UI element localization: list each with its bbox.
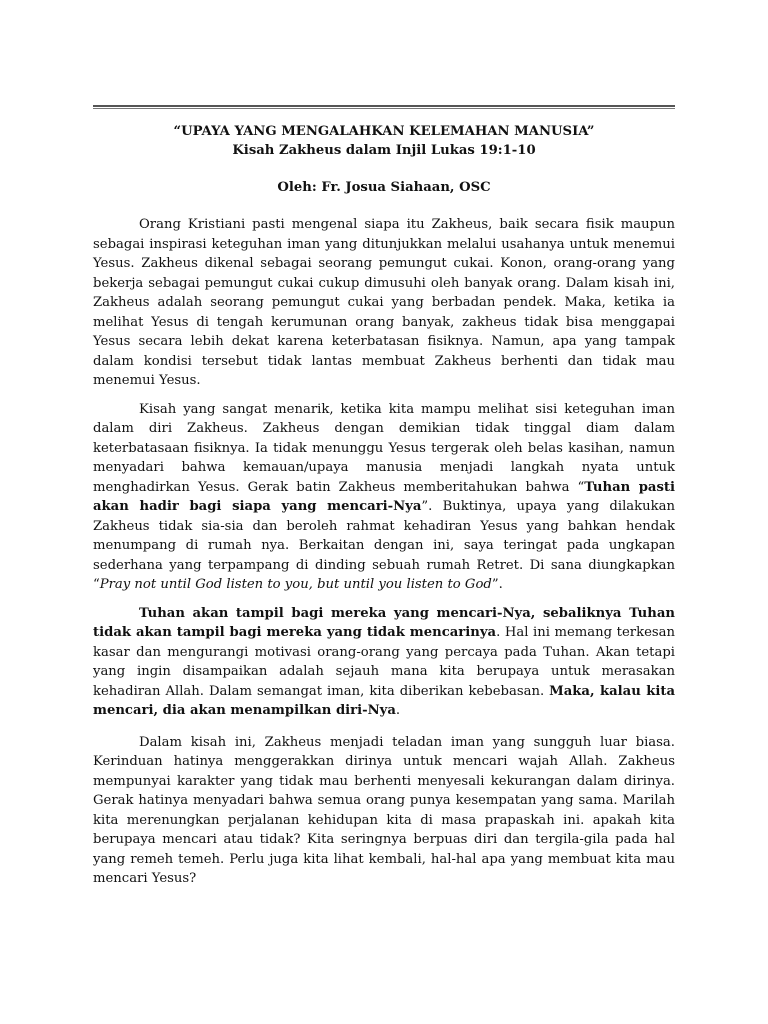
- paragraph-3-text-b: . Hal ini memang terkesan kasar dan mengurangi motivasi orang-orang yang percaya pada Tuhan. Akan tetapi yang ingin disampaikan adalah sejauh mana kita berupaya untuk merasakan kehadiran Allah. Dalam semangat iman, kita diberikan kebebasan.: [93, 625, 675, 699]
- paragraph-3: [93, 604, 675, 721]
- paragraph-3-bold-end: Maka, kalau kita mencari, dia akan menampilkan diri-Nya: [93, 683, 675, 718]
- paragraph-2: [93, 400, 675, 595]
- paragraph-2-text-e: ”.: [491, 577, 503, 592]
- paragraph-2-bold-quote: Tuhan pasti akan hadir bagi siapa yang mencari-Nya: [93, 479, 675, 514]
- paragraph-4-text: Dalam kisah ini, Zakheus menjadi teladan iman yang sungguh luar biasa. Kerinduan hatinya menggerakkan dirinya untuk mencari wajah Allah. Zakheus mempunyai karakter yang tidak mau berhenti menyesali kekurangan dalam dirinya. Gerak hatinya menyadari bahwa semua orang punya kesempatan yang sama. Marilah kita merenungkan perjalanan kehidupan kita di masa prapaskah ini. apakah kita berupaya mencari atau tidak? Kita seringnya berpuas diri dan tergila-gila pada hal yang remeh temeh. Perlu juga kita lihat kembali, hal-hal apa yang membuat kita mau mencari Yesus?: [93, 734, 675, 886]
- paragraph-2-italic-quote: Pray not until God listen to you, but until you listen to God: [99, 577, 492, 592]
- paragraph-3-text-d: .: [395, 703, 401, 718]
- paragraph-1-text: Orang Kristiani pasti mengenal siapa itu Zakheus, baik secara fisik maupun sebagai inspirasi keteguhan iman yang ditunjukkan melalui usahanya untuk menemui Yesus. Zakheus dikenal sebagai seorang pemungut cukai. Konon, orang-orang yang bekerja sebagai pemungut cukai cukup dimusuhi oleh banyak orang. Dalam kisah ini, Zakheus adalah seorang pemungut cukai yang berbadan pendek. Maka, ketika ia melihat Yesus di tengah kerumunan orang banyak, zakheus tidak bisa menggapai Yesus secara lebih dekat karena keterbatasan fisiknya. Namun, apa yang tampak dalam kondisi tersebut tidak lantas membuat Zakheus berhenti dan tidak mau menemui Yesus.: [93, 217, 675, 388]
- paragraph-3-bold-lead: Tuhan akan tampil bagi mereka yang mencari-Nya, sebaliknya Tuhan tidak akan tampil bagi mereka yang tidak mencarinya: [93, 605, 675, 640]
- paragraph-2-text-a: Kisah yang sangat menarik, ketika kita mampu melihat sisi keteguhan iman dalam diri Zakheus. Zakheus dengan demikian tidak tinggal diam dalam keterbatasaan fisiknya. Ia tidak menunggu Yesus tergerak oleh belas kasihan, namun menyadari bahwa kemauan/upaya manusia menjadi langkah nyata untuk menghadirkan Yesus. Gerak batin Zakheus memberitahukan bahwa “: [93, 401, 675, 495]
- paragraph-2-text-c: ”. Buktinya, upaya yang dilakukan Zakheus tidak sia-sia dan beroleh rahmat kehadiran Yesus yang bahkan hendak menumpang di rumah nya. Berkaitan dengan ini, saya teringat pada ungkapan sederhana yang terpampang di dinding sebuah rumah Retret. Di sana diungkapkan “: [93, 499, 675, 592]
- header-rule: [93, 105, 675, 109]
- document-page: [93, 105, 675, 898]
- paragraph-4: [93, 733, 675, 889]
- document-subtitle: Kisah Zakheus dalam Injil Lukas 19:1-10: [232, 143, 536, 158]
- document-author: Oleh: Fr. Josua Siahaan, OSC: [277, 180, 491, 195]
- paragraph-1: [93, 215, 675, 391]
- document-title: “UPAYA YANG MENGALAHKAN KELEMAHAN MANUSIA”: [173, 124, 595, 139]
